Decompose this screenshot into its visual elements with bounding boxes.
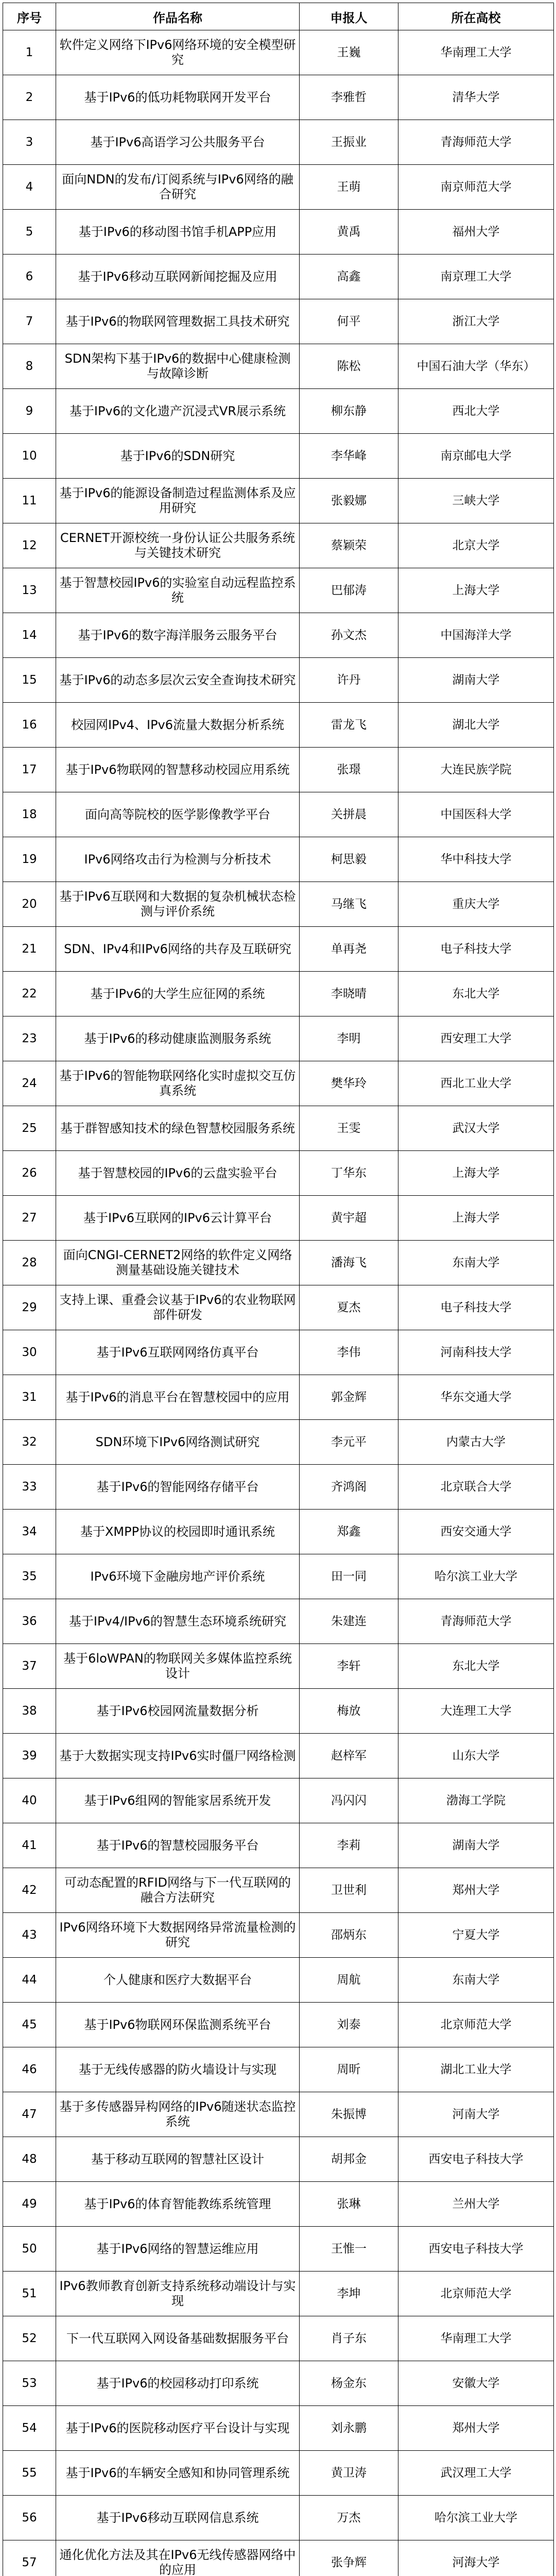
cell-school: 河南大学 (398, 2092, 554, 2137)
cell-person: 赵梓军 (300, 1734, 398, 1778)
table-row (3, 1958, 554, 2003)
cell-title: 基于IPv6的校园移动打印系统 (56, 2361, 300, 2406)
cell-title: 基于IPv6移动互联网信息系统 (56, 2496, 300, 2540)
cell-index: 25 (3, 1106, 56, 1151)
cell-index: 31 (3, 1375, 56, 1420)
cell-person: 朱建连 (300, 1599, 398, 1644)
cell-title: SDN环境下IPv6网络测试研究 (56, 1420, 300, 1465)
cell-index: 11 (3, 479, 56, 523)
cell-person: 邵炳东 (300, 1913, 398, 1958)
table-row (3, 1196, 554, 1241)
cell-index: 53 (3, 2361, 56, 2406)
cell-school: 电子科技大学 (398, 927, 554, 972)
cell-person: 夏杰 (300, 1285, 398, 1330)
cell-school: 北京师范大学 (398, 2272, 554, 2316)
cell-school: 三峡大学 (398, 479, 554, 523)
cell-title: 基于IPv6的医院移动医疗平台设计与实现 (56, 2406, 300, 2451)
cell-school: 上海大学 (398, 1151, 554, 1196)
table-row (3, 2406, 554, 2451)
cell-index: 24 (3, 1061, 56, 1106)
table-row (3, 120, 554, 165)
table-row (3, 165, 554, 210)
table-row (3, 1465, 554, 1510)
cell-index: 8 (3, 344, 56, 389)
cell-index: 1 (3, 30, 56, 75)
cell-school: 清华大学 (398, 75, 554, 120)
cell-person: 关拼晨 (300, 792, 398, 837)
cell-person: 黄宇超 (300, 1196, 398, 1241)
table-row (3, 882, 554, 927)
table-row (3, 2047, 554, 2092)
cell-title: 基于IPv6的物联网管理数据工具技术研究 (56, 299, 300, 344)
table-row (3, 1241, 554, 1285)
table-row (3, 1420, 554, 1465)
cell-person: 齐鸿阁 (300, 1465, 398, 1510)
cell-school: 华南理工大学 (398, 2316, 554, 2361)
cell-index: 21 (3, 927, 56, 972)
cell-school: 西北工业大学 (398, 1061, 554, 1106)
project-table (3, 3, 554, 2576)
cell-person: 王振业 (300, 120, 398, 165)
table-row (3, 613, 554, 658)
cell-index: 20 (3, 882, 56, 927)
cell-index: 17 (3, 748, 56, 792)
cell-title: 基于IPv6校园网流量数据分析 (56, 1689, 300, 1734)
cell-index: 35 (3, 1554, 56, 1599)
header-title: 作品名称 (56, 3, 300, 30)
table-row (3, 1644, 554, 1689)
cell-index: 33 (3, 1465, 56, 1510)
table-row (3, 2540, 554, 2576)
cell-title: 基于IPv6的智慧校园服务平台 (56, 1823, 300, 1868)
cell-index: 9 (3, 389, 56, 434)
table-row (3, 2092, 554, 2137)
table-row (3, 837, 554, 882)
cell-title: 基于IPv6物联网的智慧移动校园应用系统 (56, 748, 300, 792)
table-row (3, 1554, 554, 1599)
cell-title: 面向高等院校的医学影像教学平台 (56, 792, 300, 837)
cell-title: 校园网IPv4、IPv6流量大数据分析系统 (56, 703, 300, 748)
cell-person: 黄卫涛 (300, 2451, 398, 2496)
cell-title: 基于IPv6的体育智能教练系统管理 (56, 2182, 300, 2227)
header-school: 所在高校 (398, 3, 554, 30)
cell-title: 基于IPv6互联网网络仿真平台 (56, 1330, 300, 1375)
cell-person: 王萌 (300, 165, 398, 210)
cell-title: 基于IPv6的动态多层次云安全查询技术研究 (56, 658, 300, 703)
table-row (3, 2316, 554, 2361)
cell-school: 南京师范大学 (398, 165, 554, 210)
cell-title: 基于IPv6物联网环保监测系统平台 (56, 2003, 300, 2047)
cell-person: 张璟 (300, 748, 398, 792)
table-row (3, 344, 554, 389)
table-row (3, 523, 554, 568)
cell-title: 基于IPv6互联网的IPv6云计算平台 (56, 1196, 300, 1241)
cell-index: 51 (3, 2272, 56, 2316)
cell-title: 基于IPv6的SDN研究 (56, 434, 300, 479)
table-row (3, 1285, 554, 1330)
cell-title: 基于IPv6移动互联网新闻挖掘及应用 (56, 255, 300, 299)
cell-title: 支持上课、重叠会议基于IPv6的农业物联网部件研发 (56, 1285, 300, 1330)
cell-person: 朱振博 (300, 2092, 398, 2137)
cell-index: 10 (3, 434, 56, 479)
cell-person: 马继飞 (300, 882, 398, 927)
cell-school: 内蒙古大学 (398, 1420, 554, 1465)
table-row (3, 1016, 554, 1061)
header-person: 申报人 (300, 3, 398, 30)
cell-school: 上海大学 (398, 568, 554, 613)
table-row (3, 1330, 554, 1375)
table-body (3, 30, 554, 2576)
cell-school: 华中科技大学 (398, 837, 554, 882)
cell-person: 李莉 (300, 1823, 398, 1868)
cell-school: 华东交通大学 (398, 1375, 554, 1420)
cell-person: 李坤 (300, 2272, 398, 2316)
cell-school: 北京联合大学 (398, 1465, 554, 1510)
cell-person: 李伟 (300, 1330, 398, 1375)
cell-person: 刘永鹏 (300, 2406, 398, 2451)
table-row (3, 1151, 554, 1196)
cell-title: 面向CNGI-CERNET2网络的软件定义网络测量基础设施关键技术 (56, 1241, 300, 1285)
cell-index: 43 (3, 1913, 56, 1958)
cell-person: 黄禹 (300, 210, 398, 255)
cell-title: 基于IPv6高语学习公共服务平台 (56, 120, 300, 165)
cell-title: IPv6网络攻击行为检测与分析技术 (56, 837, 300, 882)
cell-index: 26 (3, 1151, 56, 1196)
cell-index: 55 (3, 2451, 56, 2496)
cell-person: 巴郁涛 (300, 568, 398, 613)
cell-person: 丁华东 (300, 1151, 398, 1196)
table-row (3, 2182, 554, 2227)
cell-school: 大连民族学院 (398, 748, 554, 792)
cell-index: 38 (3, 1689, 56, 1734)
cell-school: 河海大学 (398, 2540, 554, 2576)
cell-title: 个人健康和医疗大数据平台 (56, 1958, 300, 2003)
cell-index: 4 (3, 165, 56, 210)
cell-school: 浙江大学 (398, 299, 554, 344)
cell-index: 29 (3, 1285, 56, 1330)
cell-index: 6 (3, 255, 56, 299)
cell-school: 西安电子科技大学 (398, 2137, 554, 2182)
cell-school: 郑州大学 (398, 1868, 554, 1913)
cell-person: 郑鑫 (300, 1510, 398, 1554)
cell-school: 武汉大学 (398, 1106, 554, 1151)
cell-index: 41 (3, 1823, 56, 1868)
table-row (3, 568, 554, 613)
cell-title: 基于无线传感器的防火墙设计与实现 (56, 2047, 300, 2092)
table-row (3, 299, 554, 344)
cell-index: 56 (3, 2496, 56, 2540)
table-row (3, 1778, 554, 1823)
cell-title: 基于移动互联网的智慧社区设计 (56, 2137, 300, 2182)
cell-person: 单再尧 (300, 927, 398, 972)
cell-school: 哈尔滨工业大学 (398, 2496, 554, 2540)
cell-person: 雷龙飞 (300, 703, 398, 748)
table-row (3, 1734, 554, 1778)
cell-school: 宁夏大学 (398, 1913, 554, 1958)
cell-index: 46 (3, 2047, 56, 2092)
cell-school: 电子科技大学 (398, 1285, 554, 1330)
cell-title: 基于IPv6的智能网络存储平台 (56, 1465, 300, 1510)
cell-index: 50 (3, 2227, 56, 2272)
table-row (3, 75, 554, 120)
cell-index: 36 (3, 1599, 56, 1644)
cell-index: 15 (3, 658, 56, 703)
cell-title: 基于IPv6的大学生应征网的系统 (56, 972, 300, 1016)
table-row (3, 479, 554, 523)
cell-person: 柳东静 (300, 389, 398, 434)
cell-school: 武汉理工大学 (398, 2451, 554, 2496)
table-row (3, 2272, 554, 2316)
cell-title: 基于多传感器异构网络的IPv6随迷状态监控系统 (56, 2092, 300, 2137)
cell-school: 大连理工大学 (398, 1689, 554, 1734)
cell-person: 许丹 (300, 658, 398, 703)
table-row (3, 2361, 554, 2406)
cell-index: 45 (3, 2003, 56, 2047)
cell-person: 潘海飞 (300, 1241, 398, 1285)
cell-person: 高鑫 (300, 255, 398, 299)
table-row (3, 2496, 554, 2540)
cell-index: 30 (3, 1330, 56, 1375)
cell-person: 刘泰 (300, 2003, 398, 2047)
cell-school: 湖北工业大学 (398, 2047, 554, 2092)
cell-school: 青海师范大学 (398, 120, 554, 165)
table-row (3, 2227, 554, 2272)
table-row (3, 1913, 554, 1958)
cell-title: 基于IPv6互联网和大数据的复杂机械状态检测与评价系统 (56, 882, 300, 927)
cell-title: 基于IPv6的低功耗物联网开发平台 (56, 75, 300, 120)
cell-index: 27 (3, 1196, 56, 1241)
cell-school: 中国医科大学 (398, 792, 554, 837)
cell-title: IPv6教师教育创新支持系统移动端设计与实现 (56, 2272, 300, 2316)
cell-school: 河南科技大学 (398, 1330, 554, 1375)
cell-title: 基于IPv6的数字海洋服务云服务平台 (56, 613, 300, 658)
cell-index: 48 (3, 2137, 56, 2182)
cell-person: 张争辉 (300, 2540, 398, 2576)
cell-title: 通化优化方法及其在IPv6无线传感器网络中的应用 (56, 2540, 300, 2576)
table-row (3, 210, 554, 255)
cell-title: 基于群智感知技术的绿色智慧校园服务系统 (56, 1106, 300, 1151)
cell-index: 5 (3, 210, 56, 255)
cell-title: IPv6环境下金融房地产评价系统 (56, 1554, 300, 1599)
table-row (3, 2451, 554, 2496)
cell-index: 37 (3, 1644, 56, 1689)
cell-title: 基于IPv6的车辆安全感知和协同管理系统 (56, 2451, 300, 2496)
cell-school: 西安理工大学 (398, 1016, 554, 1061)
cell-school: 青海师范大学 (398, 1599, 554, 1644)
cell-school: 西安交通大学 (398, 1510, 554, 1554)
cell-school: 中国海洋大学 (398, 613, 554, 658)
cell-person: 田一同 (300, 1554, 398, 1599)
table-row (3, 1599, 554, 1644)
cell-title: 基于IPv6的移动健康监测服务系统 (56, 1016, 300, 1061)
cell-person: 张琳 (300, 2182, 398, 2227)
cell-person: 孙文杰 (300, 613, 398, 658)
cell-person: 冯闪闪 (300, 1778, 398, 1823)
cell-school: 湖北大学 (398, 703, 554, 748)
cell-school: 东北大学 (398, 1644, 554, 1689)
table-row (3, 927, 554, 972)
cell-person: 柯思毅 (300, 837, 398, 882)
cell-person: 樊华玲 (300, 1061, 398, 1106)
cell-person: 李雅哲 (300, 75, 398, 120)
cell-index: 13 (3, 568, 56, 613)
cell-person: 李华峰 (300, 434, 398, 479)
cell-title: 基于IPv4/IPv6的智慧生态环境系统研究 (56, 1599, 300, 1644)
table-row (3, 972, 554, 1016)
table-row (3, 1375, 554, 1420)
table-row (3, 2003, 554, 2047)
cell-school: 北京大学 (398, 523, 554, 568)
cell-index: 57 (3, 2540, 56, 2576)
cell-school: 东南大学 (398, 1958, 554, 2003)
cell-person: 何平 (300, 299, 398, 344)
cell-school: 华南理工大学 (398, 30, 554, 75)
cell-index: 34 (3, 1510, 56, 1554)
cell-title: 基于IPv6网络的智慧运维应用 (56, 2227, 300, 2272)
cell-school: 中国石油大学（华东） (398, 344, 554, 389)
cell-person: 卫世利 (300, 1868, 398, 1913)
cell-school: 西北大学 (398, 389, 554, 434)
cell-title: 面向NDN的发布/订阅系统与IPv6网络的融合研究 (56, 165, 300, 210)
cell-index: 12 (3, 523, 56, 568)
cell-title: SDN、IPv4和IPv6网络的共存及互联研究 (56, 927, 300, 972)
cell-title: SDN架构下基于IPv6的数据中心健康检测与故障诊断 (56, 344, 300, 389)
cell-person: 杨金东 (300, 2361, 398, 2406)
table-row (3, 1106, 554, 1151)
cell-title: 基于IPv6的移动图书馆手机APP应用 (56, 210, 300, 255)
cell-school: 安徽大学 (398, 2361, 554, 2406)
cell-index: 19 (3, 837, 56, 882)
cell-title: 基于IPv6的文化遗产沉浸式VR展示系统 (56, 389, 300, 434)
cell-person: 蔡颖荣 (300, 523, 398, 568)
cell-index: 2 (3, 75, 56, 120)
cell-index: 47 (3, 2092, 56, 2137)
table-header-row (3, 3, 554, 30)
cell-title: 基于6loWPAN的物联网关多媒体监控系统设计 (56, 1644, 300, 1689)
cell-person: 李轩 (300, 1644, 398, 1689)
cell-school: 南京理工大学 (398, 255, 554, 299)
table-row (3, 2137, 554, 2182)
cell-school: 东北大学 (398, 972, 554, 1016)
cell-index: 52 (3, 2316, 56, 2361)
cell-person: 周航 (300, 1958, 398, 2003)
cell-index: 7 (3, 299, 56, 344)
cell-index: 28 (3, 1241, 56, 1285)
cell-school: 山东大学 (398, 1734, 554, 1778)
cell-title: 基于IPv6组网的智能家居系统开发 (56, 1778, 300, 1823)
table-row (3, 703, 554, 748)
cell-school: 郑州大学 (398, 2406, 554, 2451)
cell-index: 23 (3, 1016, 56, 1061)
cell-title: 基于XMPP协议的校园即时通讯系统 (56, 1510, 300, 1554)
cell-index: 54 (3, 2406, 56, 2451)
cell-school: 重庆大学 (398, 882, 554, 927)
cell-title: 基于智慧校园IPv6的实验室自动远程监控系统 (56, 568, 300, 613)
cell-person: 李元平 (300, 1420, 398, 1465)
cell-school: 兰州大学 (398, 2182, 554, 2227)
cell-title: 基于智慧校园的IPv6的云盘实验平台 (56, 1151, 300, 1196)
cell-school: 东南大学 (398, 1241, 554, 1285)
table-row (3, 30, 554, 75)
table-row (3, 748, 554, 792)
cell-person: 周昕 (300, 2047, 398, 2092)
cell-index: 44 (3, 1958, 56, 2003)
table-row (3, 1689, 554, 1734)
cell-title: 基于大数据实现支持IPv6实时僵尸网络检测 (56, 1734, 300, 1778)
cell-person: 万杰 (300, 2496, 398, 2540)
table-row (3, 255, 554, 299)
cell-index: 3 (3, 120, 56, 165)
cell-title: 基于IPv6的智能物联网络化实时虚拟交互仿真系统 (56, 1061, 300, 1106)
cell-person: 梅放 (300, 1689, 398, 1734)
cell-person: 王雯 (300, 1106, 398, 1151)
cell-title: IPv6网络环境下大数据网络异常流量检测的研究 (56, 1913, 300, 1958)
cell-title: 软件定义网络下IPv6网络环境的安全模型研究 (56, 30, 300, 75)
cell-person: 王惟一 (300, 2227, 398, 2272)
cell-index: 49 (3, 2182, 56, 2227)
cell-index: 18 (3, 792, 56, 837)
cell-person: 陈松 (300, 344, 398, 389)
cell-school: 湖南大学 (398, 658, 554, 703)
cell-index: 42 (3, 1868, 56, 1913)
cell-index: 32 (3, 1420, 56, 1465)
cell-person: 张毅娜 (300, 479, 398, 523)
cell-person: 肖子东 (300, 2316, 398, 2361)
cell-title: 下一代互联网入网设备基础数据服务平台 (56, 2316, 300, 2361)
cell-school: 北京师范大学 (398, 2003, 554, 2047)
table-row (3, 389, 554, 434)
header-index: 序号 (3, 3, 56, 30)
cell-person: 胡邦金 (300, 2137, 398, 2182)
table-row (3, 1823, 554, 1868)
cell-person: 李晓晴 (300, 972, 398, 1016)
cell-title: CERNET开源校统一身份认证公共服务系统与关键技术研究 (56, 523, 300, 568)
cell-index: 40 (3, 1778, 56, 1823)
table-row (3, 1061, 554, 1106)
cell-person: 李明 (300, 1016, 398, 1061)
table-row (3, 1868, 554, 1913)
cell-title: 基于IPv6的能源设备制造过程监测体系及应用研究 (56, 479, 300, 523)
cell-index: 22 (3, 972, 56, 1016)
table-row (3, 1510, 554, 1554)
cell-title: 基于IPv6的消息平台在智慧校园中的应用 (56, 1375, 300, 1420)
cell-index: 16 (3, 703, 56, 748)
cell-person: 王巍 (300, 30, 398, 75)
cell-school: 湖南大学 (398, 1823, 554, 1868)
cell-person: 郭金辉 (300, 1375, 398, 1420)
cell-school: 福州大学 (398, 210, 554, 255)
cell-index: 14 (3, 613, 56, 658)
cell-school: 西安电子科技大学 (398, 2227, 554, 2272)
table-row (3, 792, 554, 837)
table-row (3, 434, 554, 479)
table-row (3, 658, 554, 703)
cell-school: 上海大学 (398, 1196, 554, 1241)
cell-school: 渤海工学院 (398, 1778, 554, 1823)
cell-school: 南京邮电大学 (398, 434, 554, 479)
cell-school: 哈尔滨工业大学 (398, 1554, 554, 1599)
cell-title: 可动态配置的RFID网络与下一代互联网的融合方法研究 (56, 1868, 300, 1913)
cell-index: 39 (3, 1734, 56, 1778)
